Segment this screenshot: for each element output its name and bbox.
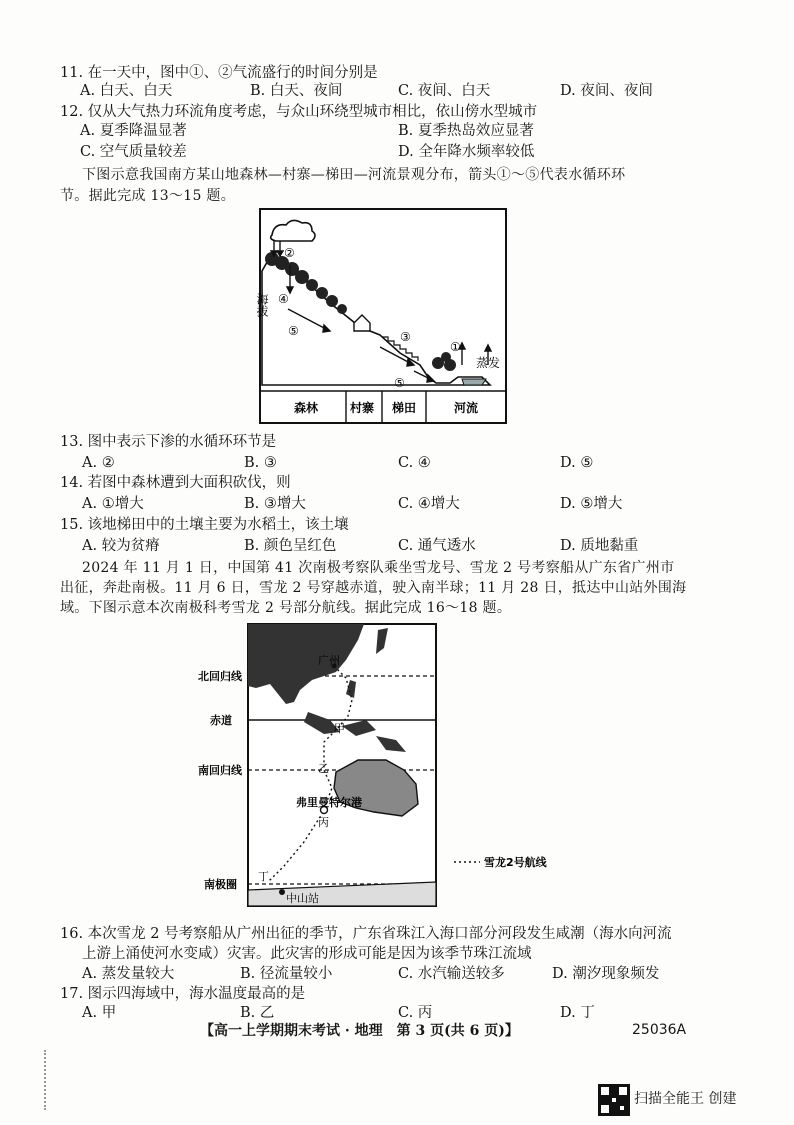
q11-option-d: D. 夜间、夜间 (560, 83, 653, 99)
label-fremantle: 弗里曼特尔港 (296, 796, 362, 809)
qr-code-icon (598, 1084, 630, 1116)
label-yi: 乙 (318, 762, 329, 775)
label-ding: 丁 (258, 870, 269, 883)
question-17-stem: 17. 图示四海域中，海水温度最高的是 (60, 986, 306, 1002)
q13-option-d: D. ⑤ (560, 455, 594, 471)
question-16-stem-line-1: 16. 本次雪龙 2 号考察船从广州出征的季节，广东省珠江入海口部分河段发生咸潮（海水向河流 (60, 926, 672, 942)
river-water (462, 379, 486, 385)
q13-option-c: C. ④ (398, 455, 431, 471)
question-12-stem: 12. 仅从大气热力环流角度考虑，与众山环绕型城市相比，依山傍水型城市 (60, 104, 538, 120)
legend-route-label: 雪龙2号航线 (484, 856, 547, 869)
evaporation-label: 蒸发 (476, 356, 501, 370)
water-cycle-figure (250, 205, 510, 425)
q12-option-d: D. 全年降水频率较低 (398, 144, 535, 160)
intro-polar-line-2: 出征，奔赴南极。11 月 6 日，雪龙 2 号穿越赤道，驶入南半球；11 月 28 日，抵达中山站外围海 (60, 580, 687, 596)
arrow-label-5a: ⑤ (288, 324, 299, 338)
q11-option-b: B. 白天、夜间 (250, 83, 343, 99)
q15-option-b: B. 颜色呈红色 (244, 538, 337, 554)
q15-option-c: C. 通气透水 (398, 538, 476, 554)
zone-terrace: 梯田 (392, 401, 417, 415)
q12-option-a: A. 夏季降温显著 (80, 123, 187, 139)
label-tropic-cancer: 北回归线 (198, 670, 242, 683)
arrow-label-2: ② (284, 246, 295, 260)
q17-option-a: A. 甲 (82, 1005, 117, 1021)
question-11-stem: 11. 在一天中，图中①、②气流盛行的时间分别是 (60, 65, 378, 81)
zhongshan-point (279, 889, 285, 895)
question-14-stem: 14. 若图中森林遭到大面积砍伐，则 (60, 475, 291, 491)
label-bing: 丙 (318, 816, 329, 829)
q14-option-a: A. ①增大 (82, 496, 144, 512)
q16-option-d: D. 潮汐现象频发 (552, 966, 660, 982)
scan-edge-marks (44, 1050, 46, 1110)
q17-option-c: C. 丙 (398, 1005, 433, 1021)
q11-option-a: A. 白天、白天 (80, 83, 173, 99)
label-jia: 甲 (334, 722, 345, 735)
q12-option-b: B. 夏季热岛效应显著 (398, 123, 534, 139)
q14-option-d: D. ⑤增大 (560, 496, 623, 512)
label-antarctic-circle: 南极圈 (204, 878, 237, 891)
zone-forest: 森林 (294, 401, 319, 415)
q16-option-b: B. 径流量较小 (240, 966, 333, 982)
q17-option-b: B. 乙 (240, 1005, 275, 1021)
zone-river: 河流 (454, 401, 479, 415)
q17-option-d: D. 丁 (560, 1005, 595, 1021)
q11-option-c: C. 夜间、白天 (398, 83, 491, 99)
intro-polar-line-3: 域。下图示意本次南极科考雪龙 2 号部分航线。据此完成 16～18 题。 (60, 600, 512, 616)
zone-village: 村寨 (350, 401, 375, 415)
q15-option-d: D. 质地黏重 (560, 538, 639, 554)
question-13-stem: 13. 图中表示下渗的水循环环节是 (60, 434, 277, 450)
altitude-axis-label: 海拔 (255, 293, 269, 317)
arrow-label-3: ③ (400, 330, 411, 344)
label-zhongshan: 中山站 (286, 892, 319, 905)
intro-polar-line-1: 2024 年 11 月 1 日，中国第 41 次南极考察队乘坐雪龙号、雪龙 2 号考察船从广东省广州市 (82, 560, 675, 576)
exam-code: 25036A (632, 1022, 687, 1038)
intro-water-line-1: 下图示意我国南方某山地森林—村寨—梯田—河流景观分布，箭头①～⑤代表水循环环 (82, 167, 626, 183)
q16-option-c: C. 水汽输送较多 (398, 966, 505, 982)
q14-option-b: B. ③增大 (244, 496, 306, 512)
q15-option-a: A. 较为贫瘠 (82, 538, 160, 554)
q16-option-a: A. 蒸发量较大 (82, 966, 175, 982)
intro-water-line-2: 节。据此完成 13～15 题。 (60, 188, 236, 204)
q14-option-c: C. ④增大 (398, 496, 460, 512)
question-16-stem-line-2: 上游上涌使河水变咸）灾害。此灾害的形成可能是因为该季节珠江流域 (82, 946, 532, 962)
label-equator: 赤道 (210, 714, 232, 727)
label-tropic-capricorn: 南回归线 (198, 764, 242, 777)
q12-option-c: C. 空气质量较差 (80, 144, 187, 160)
arrow-label-4: ④ (278, 292, 289, 306)
route-map-figure (196, 620, 596, 910)
arrow-label-1: ① (450, 340, 461, 354)
scanner-watermark: 扫描全能王 创建 (634, 1091, 737, 1107)
page-footer: 【高一上学期期末考试 · 地理 第 3 页(共 6 页)】 (200, 1023, 519, 1039)
arrow-label-5b: ⑤ (394, 376, 405, 390)
label-guangzhou: 广州 (318, 654, 340, 667)
q13-option-b: B. ③ (244, 455, 277, 471)
q13-option-a: A. ② (82, 455, 115, 471)
question-15-stem: 15. 该地梯田中的土壤主要为水稻土，该土壤 (60, 517, 349, 533)
